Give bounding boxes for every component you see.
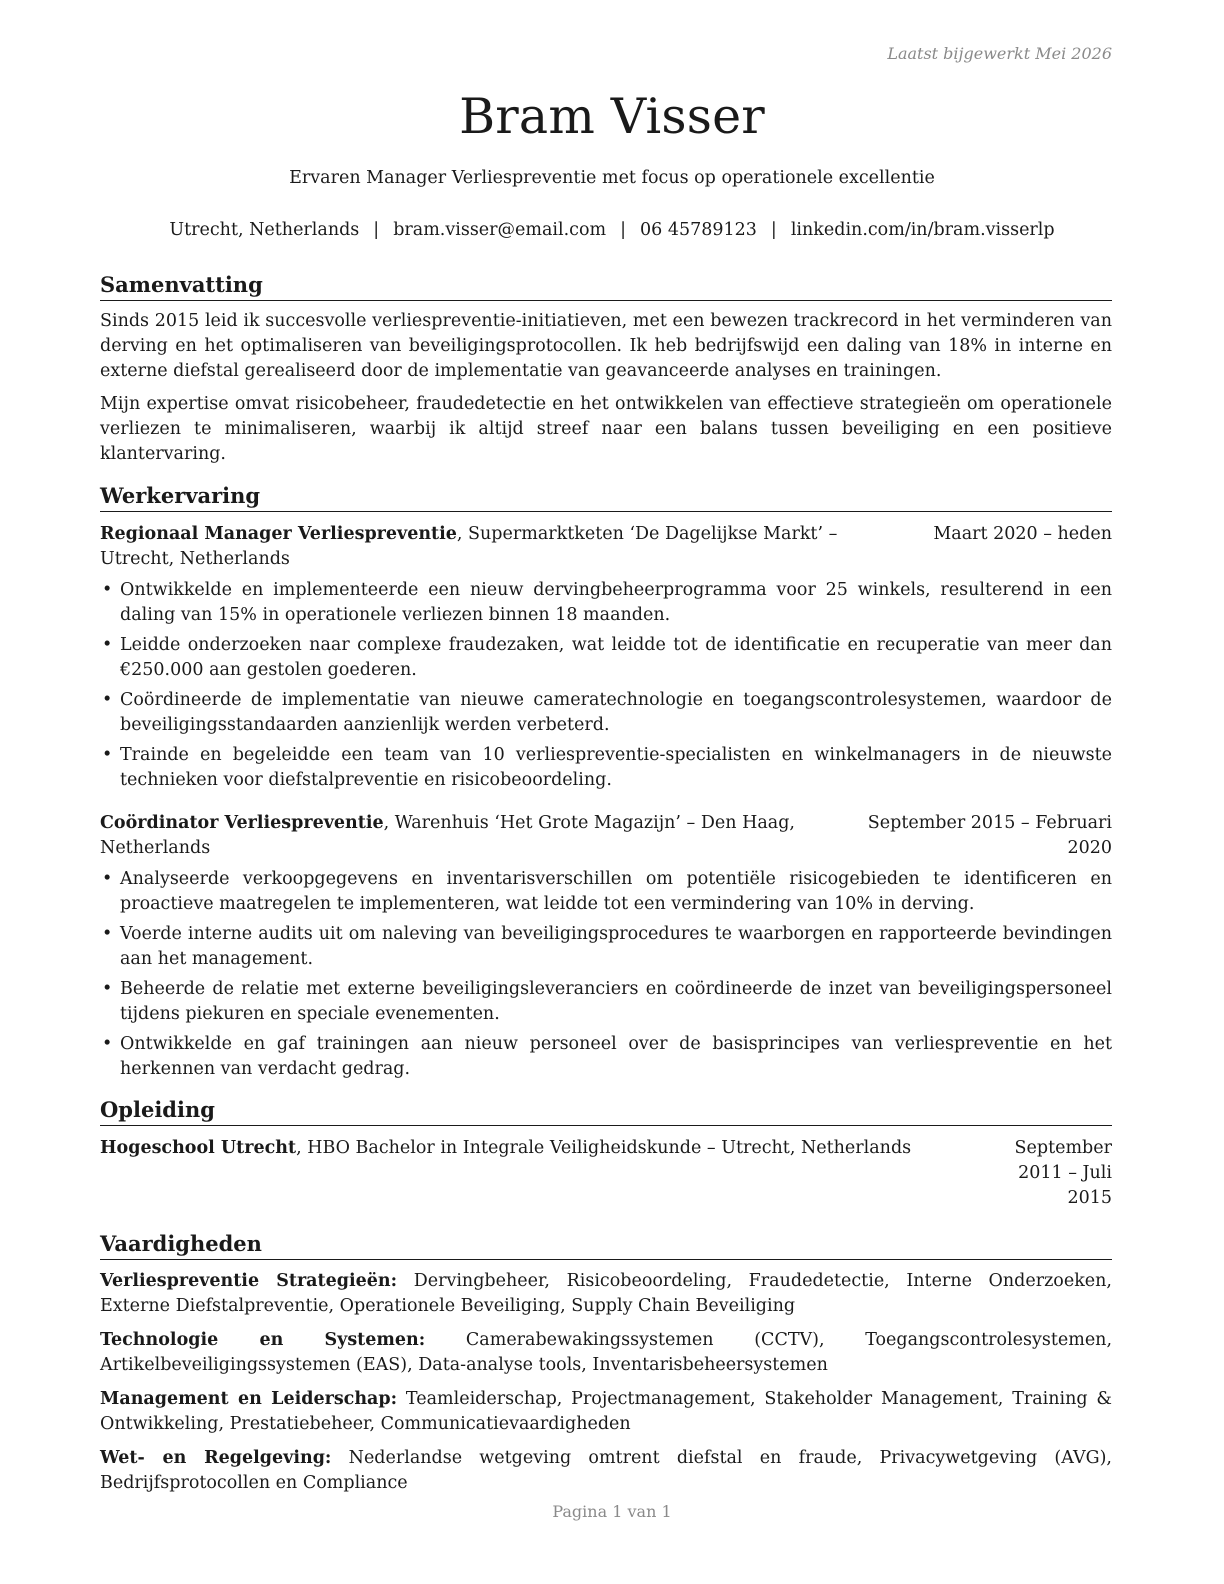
skill-text: Nederlandse wetgeving omtrent diefstal en fraude, Privacywetgeving (AVG), Bedrijfsprotocollen en Compliance xyxy=(100,1448,1112,1493)
job-title: Coördinator Verliespreventie xyxy=(100,813,384,833)
list-item: • Ontwikkelde en gaf trainingen aan nieuw personeel over de basisprincipes van verliespreventie en het herkennen van verdacht gedrag. xyxy=(100,1032,1112,1082)
education-school: Hogeschool Utrecht xyxy=(100,1138,297,1158)
skill-group xyxy=(100,1328,1112,1378)
tagline: Ervaren Manager Verliespreventie met focus op operationele excellentie xyxy=(289,168,935,188)
job-dates: Maart 2020 – heden xyxy=(933,524,1112,544)
skill-label: Technologie en Systemen: xyxy=(100,1330,426,1350)
job-employer: , Supermarktketen ‘De Dagelijkse Markt’ – Utrecht, Netherlands xyxy=(100,524,838,569)
job-title-line xyxy=(100,811,862,861)
skill-text: Dervingbeheer, Risicobeoordeling, Fraudedetectie, Interne Onderzoeken, Externe Diefstalpreventie, Operationele Beveiliging, Supply Chain Beveiliging xyxy=(100,1271,1112,1316)
list-item: • Analyseerde verkoopgegevens en inventarisverschillen om potentiële risicogebieden te identificeren en proactieve maatregelen te implementeren, wat leidde tot een vermindering van 10% in derving. xyxy=(100,867,1112,917)
skill-group xyxy=(100,1446,1112,1496)
skill-label: Management en Leiderschap: xyxy=(100,1389,398,1409)
contact-separator: | xyxy=(770,220,777,240)
job-header xyxy=(100,522,1112,572)
skill-text: Teamleiderschap, Projectmanagement, Stakeholder Management, Training & Ontwikkeling, Prestatiebeheer, Communicatievaardigheden xyxy=(100,1389,1112,1434)
list-item: • Trainde en begeleidde een team van 10 verliespreventie-specialisten en winkelmanagers in de nieuwste technieken voor diefstalpreventie en risicobeoordeling. xyxy=(100,743,1112,793)
contact-linkedin[interactable]: linkedin.com/in/bram.visserlp xyxy=(790,220,1055,240)
section-heading-experience: Werkervaring xyxy=(100,481,1112,512)
contact-phone: 06 45789123 xyxy=(640,220,757,240)
job-title-line xyxy=(100,522,933,572)
job-bullets xyxy=(100,867,1112,1082)
resume-body xyxy=(100,270,1112,1496)
job-title: Regionaal Manager Verliespreventie xyxy=(100,524,457,544)
education-detail: , HBO Bachelor in Integrale Veiligheidskunde – Utrecht, Netherlands xyxy=(296,1138,912,1158)
contact-separator: | xyxy=(373,220,380,240)
skill-group xyxy=(100,1269,1112,1319)
summary-paragraph: Mijn expertise omvat risicobeheer, fraudedetectie en het ontwikkelen van effectieve strategieën om operationele verliezen te minimaliseren, waarbij ik altijd streef naar een balans tussen beveiliging en een positieve klantervaring. xyxy=(100,394,1112,464)
last-updated: Laatst bijgewerkt Mei 2026 xyxy=(887,44,1112,63)
skill-label: Wet- en Regelgeving: xyxy=(100,1448,332,1468)
education-entry xyxy=(100,1136,1112,1211)
skill-label: Verliespreventie Strategieën: xyxy=(100,1271,398,1291)
job-bullets xyxy=(100,578,1112,793)
section-heading-education: Opleiding xyxy=(100,1095,1112,1126)
list-item: • Ontwikkelde en implementeerde een nieuw dervingbeheerprogramma voor 25 winkels, resulterend in een daling van 15% in operationele verliezen binnen 18 maanden. xyxy=(100,578,1112,628)
skill-group xyxy=(100,1387,1112,1437)
summary-paragraph: Sinds 2015 leid ik succesvolle verliespreventie-initiatieven, met een bewezen trackrecord in het verminderen van derving en het optimaliseren van beveiligingsprotocollen. Ik heb bedrijfswijd een daling van 18% in interne en externe diefstal gerealiseerd door de implementatie van geavanceerde analyses en trainingen. xyxy=(100,311,1112,381)
section-heading-summary: Samenvatting xyxy=(100,270,1112,301)
education-line xyxy=(100,1136,972,1161)
list-item: • Coördineerde de implementatie van nieuwe cameratechnologie en toegangscontrolesystemen, waardoor de beveiligingsstandaarden aanzienlijk werden verbeterd. xyxy=(100,688,1112,738)
contact-separator: | xyxy=(620,220,627,240)
candidate-name: Bram Visser xyxy=(459,88,765,145)
job-dates: September 2015 – Februari 2020 xyxy=(867,813,1112,858)
list-item: • Beheerde de relatie met externe beveiligingsleveranciers en coördineerde de inzet van beveiligingspersoneel tijdens piekuren en speciale evenementen. xyxy=(100,977,1112,1027)
job-header xyxy=(100,811,1112,861)
contact-location: Utrecht, Netherlands xyxy=(169,220,360,240)
page-number: Pagina 1 van 1 xyxy=(552,1502,672,1521)
list-item: • Leidde onderzoeken naar complexe fraudezaken, wat leidde tot de identificatie en recuperatie van meer dan €250.000 aan gestolen goederen. xyxy=(100,633,1112,683)
contact-email[interactable]: bram.visser@email.com xyxy=(393,220,607,240)
section-heading-skills: Vaardigheden xyxy=(100,1229,1112,1260)
contact-line xyxy=(0,220,1224,240)
education-dates: September 2011 – Juli 2015 xyxy=(1014,1138,1112,1208)
list-item: • Voerde interne audits uit om naleving van beveiligingsprocedures te waarborgen en rapporteerde bevindingen aan het management. xyxy=(100,922,1112,972)
job-employer: , Warenhuis ‘Het Grote Magazijn’ – Den Haag, Netherlands xyxy=(100,813,795,858)
skill-text: Camerabewakingssystemen (CCTV), Toegangscontrolesystemen, Artikelbeveiligingssystemen (EAS), Data-analyse tools, Inventarisbeheersystemen xyxy=(100,1330,1113,1375)
